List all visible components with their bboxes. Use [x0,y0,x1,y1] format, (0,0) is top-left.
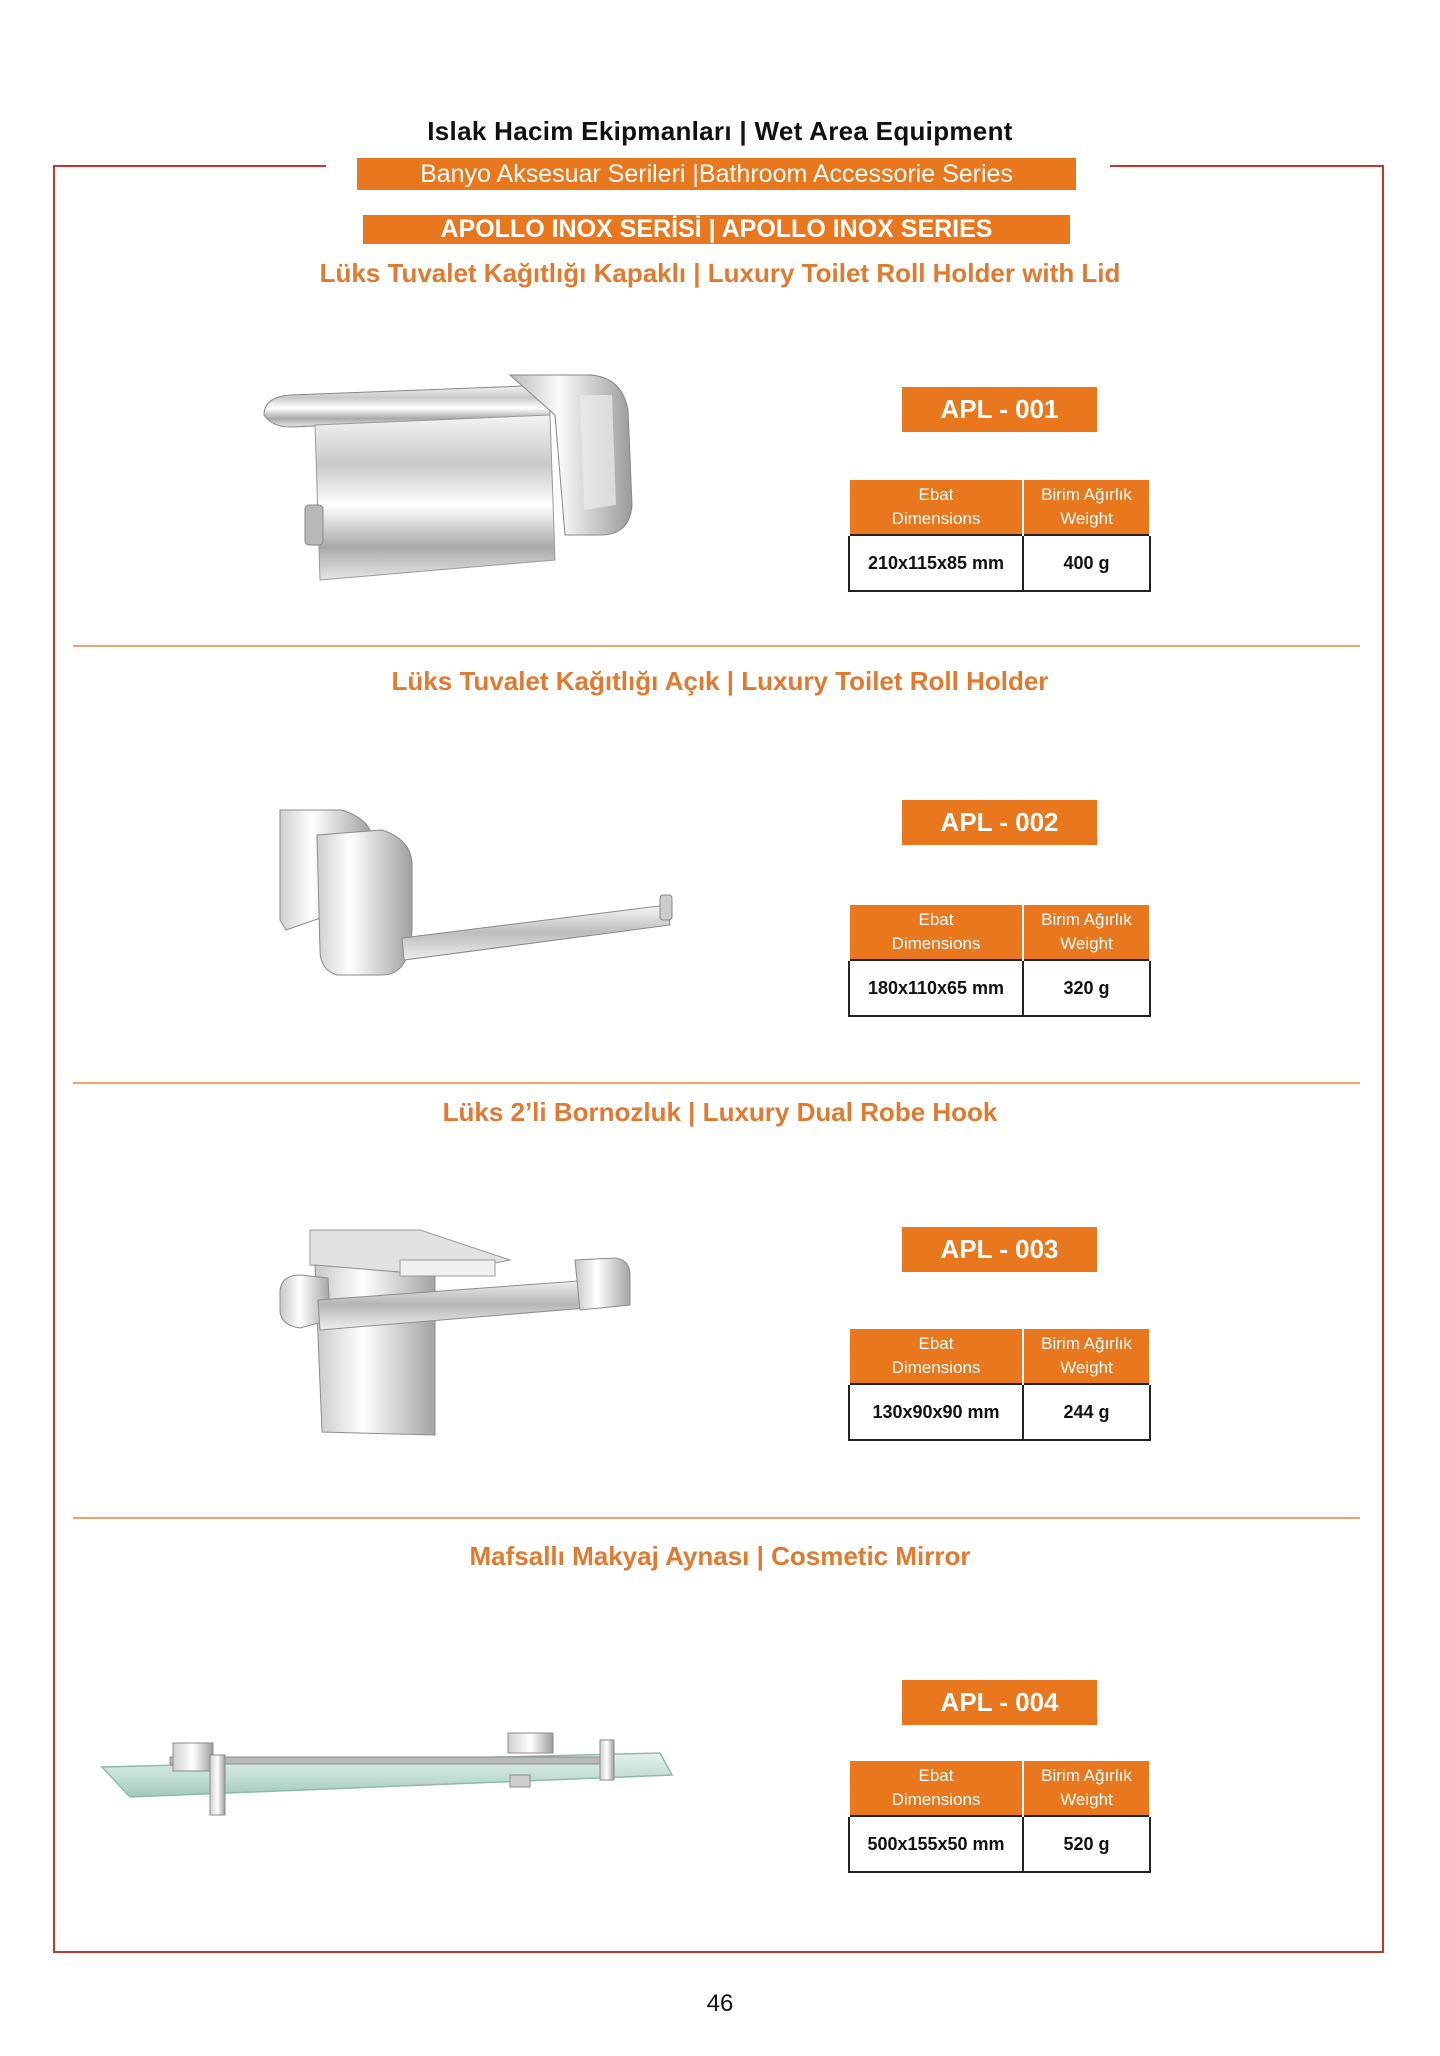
product-title-3: Lüks 2’li Bornozluk | Luxury Dual Robe Hook [442,1097,998,1127]
product-code-3: APL - 003 [902,1227,1097,1272]
dimensions-value: 180x110x65 mm [849,960,1023,1016]
spec-table-1 [848,478,1151,592]
section-divider [73,645,1360,647]
product-code-2: APL - 002 [902,800,1097,845]
page-number: 46 [706,1990,734,2017]
toilet-roll-holder-image [262,780,682,1020]
weight-value: 320 g [1023,960,1150,1016]
collection-banner: APOLLO INOX SERİSİ | APOLLO INOX SERIES [363,215,1070,244]
weight-header: Birim Ağırlık Weight [1023,1760,1150,1816]
spec-table-2 [848,903,1151,1017]
section-divider [73,1082,1360,1084]
weight-header: Birim Ağırlık Weight [1023,479,1150,535]
weight-header: Birim Ağırlık Weight [1023,904,1150,960]
section-divider [73,1517,1360,1519]
dimensions-value: 130x90x90 mm [849,1384,1023,1440]
toilet-roll-holder-with-lid-image [250,355,640,595]
dimensions-header: Ebat Dimensions [849,1328,1023,1384]
page-header: Islak Hacim Ekipmanları | Wet Area Equipment [427,116,1013,146]
dimensions-header: Ebat Dimensions [849,479,1023,535]
weight-value: 400 g [1023,535,1150,591]
dimensions-value: 210x115x85 mm [849,535,1023,591]
product-code-1: APL - 001 [902,387,1097,432]
weight-value: 520 g [1023,1816,1150,1872]
series-banner: Banyo Aksesuar Serileri |Bathroom Accessorie Series [357,158,1076,190]
product-title-2: Lüks Tuvalet Kağıtlığı Açık | Luxury Toilet Roll Holder [391,666,1049,696]
dual-robe-hook-image [270,1220,640,1460]
weight-value: 244 g [1023,1384,1150,1440]
weight-header: Birim Ağırlık Weight [1023,1328,1150,1384]
dimensions-header: Ebat Dimensions [849,904,1023,960]
product-title-1: Lüks Tuvalet Kağıtlığı Kapaklı | Luxury Toilet Roll Holder with Lid [319,258,1121,288]
product-code-4: APL - 004 [902,1680,1097,1725]
spec-table-3 [848,1327,1151,1441]
dimensions-value: 500x155x50 mm [849,1816,1023,1872]
dimensions-header: Ebat Dimensions [849,1760,1023,1816]
product-title-4: Mafsallı Makyaj Aynası | Cosmetic Mirror [469,1541,971,1571]
cosmetic-mirror-shelf-image [100,1715,680,1835]
spec-table-4 [848,1759,1151,1873]
